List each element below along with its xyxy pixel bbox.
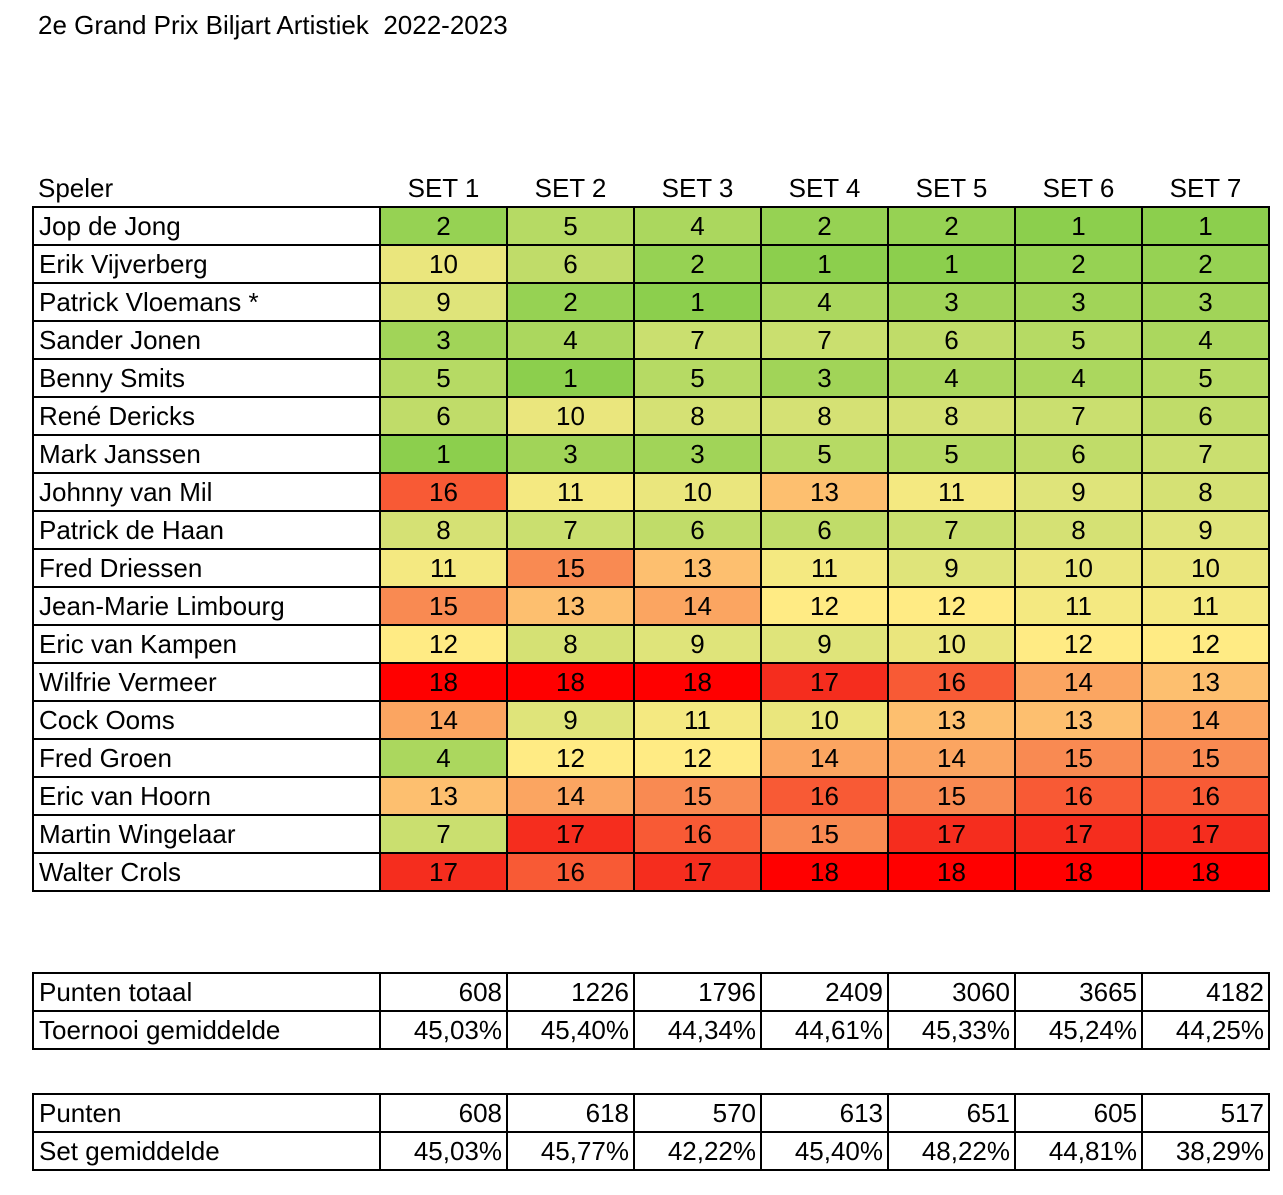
rank-cell-set-1: 2 (380, 207, 507, 245)
rank-cell-set-2: 15 (507, 549, 634, 587)
set-header-4: SET 4 (788, 173, 861, 203)
rank-cell-set-6: 9 (1015, 473, 1142, 511)
rank-cell-set-3: 13 (634, 549, 761, 587)
rank-cell-set-5: 9 (888, 549, 1015, 587)
per-set-row (33, 1132, 1269, 1170)
rank-cell-set-7: 11 (1142, 587, 1269, 625)
rank-cell-set-4: 6 (761, 511, 888, 549)
rank-cell-set-1: 15 (380, 587, 507, 625)
rank-cell-set-5: 5 (888, 435, 1015, 473)
player-row (33, 815, 1269, 853)
rank-cell-set-3: 16 (634, 815, 761, 853)
player-row (33, 397, 1269, 435)
value-cell-set-6: 3665 (1015, 973, 1142, 1011)
rank-cell-set-1: 16 (380, 473, 507, 511)
player-name: Wilfrie Vermeer (33, 663, 380, 701)
set-header-6: SET 6 (1042, 173, 1115, 203)
player-name: Fred Groen (33, 739, 380, 777)
rank-cell-set-7: 18 (1142, 853, 1269, 891)
rank-cell-set-7: 6 (1142, 397, 1269, 435)
player-row (33, 739, 1269, 777)
rank-cell-set-5: 10 (888, 625, 1015, 663)
rank-cell-set-3: 11 (634, 701, 761, 739)
rank-cell-set-3: 8 (634, 397, 761, 435)
rank-cell-set-5: 3 (888, 283, 1015, 321)
rank-cell-set-3: 7 (634, 321, 761, 359)
rank-cell-set-6: 11 (1015, 587, 1142, 625)
player-row (33, 321, 1269, 359)
rank-cell-set-6: 1 (1015, 207, 1142, 245)
rank-cell-set-1: 6 (380, 397, 507, 435)
value-cell-set-1: 608 (380, 973, 507, 1011)
rank-cell-set-4: 3 (761, 359, 888, 397)
player-name: Fred Driessen (33, 549, 380, 587)
rank-cell-set-3: 5 (634, 359, 761, 397)
player-name: Benny Smits (33, 359, 380, 397)
rank-cell-set-4: 17 (761, 663, 888, 701)
rank-cell-set-7: 7 (1142, 435, 1269, 473)
rank-cell-set-1: 8 (380, 511, 507, 549)
rank-cell-set-7: 1 (1142, 207, 1269, 245)
value-cell-set-3: 44,34% (634, 1011, 761, 1049)
rank-cell-set-5: 12 (888, 587, 1015, 625)
rank-cell-set-6: 8 (1015, 511, 1142, 549)
player-name: Walter Crols (33, 853, 380, 891)
player-name: Jean-Marie Limbourg (33, 587, 380, 625)
totals-row (33, 1011, 1269, 1049)
rank-cell-set-6: 18 (1015, 853, 1142, 891)
value-cell-set-7: 4182 (1142, 973, 1269, 1011)
value-cell-set-5: 48,22% (888, 1132, 1015, 1170)
value-cell-set-5: 45,33% (888, 1011, 1015, 1049)
player-name: René Dericks (33, 397, 380, 435)
value-cell-set-4: 44,61% (761, 1011, 888, 1049)
rank-cell-set-5: 11 (888, 473, 1015, 511)
value-cell-set-5: 651 (888, 1094, 1015, 1132)
player-row (33, 473, 1269, 511)
rank-cell-set-2: 8 (507, 625, 634, 663)
player-name: Eric van Kampen (33, 625, 380, 663)
rank-cell-set-3: 10 (634, 473, 761, 511)
rank-cell-set-1: 13 (380, 777, 507, 815)
player-name: Martin Wingelaar (33, 815, 380, 853)
value-cell-set-7: 44,25% (1142, 1011, 1269, 1049)
rank-cell-set-6: 10 (1015, 549, 1142, 587)
rank-cell-set-2: 12 (507, 739, 634, 777)
value-cell-set-4: 2409 (761, 973, 888, 1011)
player-row (33, 701, 1269, 739)
rank-cell-set-5: 18 (888, 853, 1015, 891)
rank-cell-set-7: 9 (1142, 511, 1269, 549)
set-header-3: SET 3 (661, 173, 734, 203)
value-cell-set-6: 44,81% (1015, 1132, 1142, 1170)
rank-cell-set-4: 8 (761, 397, 888, 435)
rank-cell-set-4: 12 (761, 587, 888, 625)
player-name: Cock Ooms (33, 701, 380, 739)
rank-cell-set-6: 16 (1015, 777, 1142, 815)
rank-cell-set-7: 3 (1142, 283, 1269, 321)
player-name: Jop de Jong (33, 207, 380, 245)
rank-cell-set-2: 14 (507, 777, 634, 815)
rank-cell-set-5: 7 (888, 511, 1015, 549)
rank-cell-set-2: 17 (507, 815, 634, 853)
rank-cell-set-1: 9 (380, 283, 507, 321)
rank-cell-set-4: 18 (761, 853, 888, 891)
row-label: Punten totaal (33, 973, 380, 1011)
rank-cell-set-1: 17 (380, 853, 507, 891)
set-header-5: SET 5 (915, 173, 988, 203)
player-name: Sander Jonen (33, 321, 380, 359)
rank-cell-set-2: 13 (507, 587, 634, 625)
rank-cell-set-4: 9 (761, 625, 888, 663)
player-row (33, 359, 1269, 397)
rank-cell-set-6: 5 (1015, 321, 1142, 359)
rank-cell-set-4: 2 (761, 207, 888, 245)
rank-cell-set-1: 5 (380, 359, 507, 397)
player-row (33, 777, 1269, 815)
rank-cell-set-3: 6 (634, 511, 761, 549)
player-row (33, 435, 1269, 473)
player-row (33, 549, 1269, 587)
rank-cell-set-1: 14 (380, 701, 507, 739)
rank-cell-set-4: 14 (761, 739, 888, 777)
row-label: Toernooi gemiddelde (33, 1011, 380, 1049)
rank-cell-set-5: 15 (888, 777, 1015, 815)
player-row (33, 207, 1269, 245)
rank-cell-set-7: 12 (1142, 625, 1269, 663)
value-cell-set-2: 618 (507, 1094, 634, 1132)
rank-cell-set-4: 13 (761, 473, 888, 511)
rank-cell-set-4: 5 (761, 435, 888, 473)
rank-cell-set-1: 4 (380, 739, 507, 777)
player-row (33, 283, 1269, 321)
value-cell-set-5: 3060 (888, 973, 1015, 1011)
rank-cell-set-6: 2 (1015, 245, 1142, 283)
rank-cell-set-2: 10 (507, 397, 634, 435)
player-row (33, 853, 1269, 891)
rank-cell-set-2: 3 (507, 435, 634, 473)
value-cell-set-1: 45,03% (380, 1132, 507, 1170)
player-row (33, 663, 1269, 701)
rank-cell-set-7: 17 (1142, 815, 1269, 853)
value-cell-set-7: 517 (1142, 1094, 1269, 1132)
rank-cell-set-4: 11 (761, 549, 888, 587)
rank-cell-set-3: 4 (634, 207, 761, 245)
rank-cell-set-3: 1 (634, 283, 761, 321)
row-label: Set gemiddelde (33, 1132, 380, 1170)
player-name: Johnny van Mil (33, 473, 380, 511)
rank-cell-set-7: 5 (1142, 359, 1269, 397)
rank-cell-set-3: 3 (634, 435, 761, 473)
rank-cell-set-2: 5 (507, 207, 634, 245)
rank-cell-set-3: 14 (634, 587, 761, 625)
rank-cell-set-7: 8 (1142, 473, 1269, 511)
rank-cell-set-3: 18 (634, 663, 761, 701)
totals-row (33, 973, 1269, 1011)
set-header-1: SET 1 (407, 173, 480, 203)
rank-cell-set-5: 17 (888, 815, 1015, 853)
value-cell-set-7: 38,29% (1142, 1132, 1269, 1170)
rank-cell-set-3: 9 (634, 625, 761, 663)
player-name: Patrick Vloemans * (33, 283, 380, 321)
value-cell-set-2: 45,40% (507, 1011, 634, 1049)
rank-cell-set-2: 7 (507, 511, 634, 549)
player-name: Patrick de Haan (33, 511, 380, 549)
row-label: Punten (33, 1094, 380, 1132)
rank-cell-set-3: 2 (634, 245, 761, 283)
rank-cell-set-3: 15 (634, 777, 761, 815)
rank-cell-set-3: 12 (634, 739, 761, 777)
rank-cell-set-5: 16 (888, 663, 1015, 701)
rank-cell-set-5: 8 (888, 397, 1015, 435)
player-row (33, 625, 1269, 663)
per-set-row (33, 1094, 1269, 1132)
rank-cell-set-6: 7 (1015, 397, 1142, 435)
rank-cell-set-7: 2 (1142, 245, 1269, 283)
rank-cell-set-1: 18 (380, 663, 507, 701)
rank-cell-set-4: 4 (761, 283, 888, 321)
value-cell-set-3: 42,22% (634, 1132, 761, 1170)
value-cell-set-2: 1226 (507, 973, 634, 1011)
value-cell-set-3: 570 (634, 1094, 761, 1132)
player-name: Erik Vijverberg (33, 245, 380, 283)
rank-cell-set-5: 14 (888, 739, 1015, 777)
player-row (33, 511, 1269, 549)
rank-cell-set-6: 3 (1015, 283, 1142, 321)
totals-table (32, 972, 1270, 1050)
value-cell-set-3: 1796 (634, 973, 761, 1011)
rank-cell-set-5: 6 (888, 321, 1015, 359)
rank-cell-set-1: 11 (380, 549, 507, 587)
rank-cell-set-5: 1 (888, 245, 1015, 283)
rank-cell-set-2: 11 (507, 473, 634, 511)
rank-cell-set-7: 16 (1142, 777, 1269, 815)
value-cell-set-1: 608 (380, 1094, 507, 1132)
rank-cell-set-7: 14 (1142, 701, 1269, 739)
rank-cell-set-6: 14 (1015, 663, 1142, 701)
speler-header: Speler (38, 173, 114, 203)
rank-cell-set-2: 9 (507, 701, 634, 739)
player-row (33, 245, 1269, 283)
rank-cell-set-2: 4 (507, 321, 634, 359)
rank-cell-set-6: 6 (1015, 435, 1142, 473)
player-row (33, 587, 1269, 625)
value-cell-set-6: 45,24% (1015, 1011, 1142, 1049)
rank-cell-set-6: 4 (1015, 359, 1142, 397)
rank-cell-set-1: 10 (380, 245, 507, 283)
rank-cell-set-5: 13 (888, 701, 1015, 739)
rank-cell-set-1: 7 (380, 815, 507, 853)
rank-cell-set-2: 16 (507, 853, 634, 891)
rank-cell-set-7: 13 (1142, 663, 1269, 701)
rank-cell-set-4: 7 (761, 321, 888, 359)
rank-cell-set-1: 1 (380, 435, 507, 473)
value-cell-set-4: 45,40% (761, 1132, 888, 1170)
rank-cell-set-7: 10 (1142, 549, 1269, 587)
value-cell-set-2: 45,77% (507, 1132, 634, 1170)
rank-cell-set-6: 12 (1015, 625, 1142, 663)
rank-cell-set-7: 15 (1142, 739, 1269, 777)
rank-cell-set-2: 1 (507, 359, 634, 397)
value-cell-set-1: 45,03% (380, 1011, 507, 1049)
set-header-2: SET 2 (534, 173, 607, 203)
rank-cell-set-6: 13 (1015, 701, 1142, 739)
per-set-table (32, 1093, 1270, 1171)
value-cell-set-6: 605 (1015, 1094, 1142, 1132)
player-name: Eric van Hoorn (33, 777, 380, 815)
set-header-7: SET 7 (1169, 173, 1242, 203)
rank-cell-set-4: 10 (761, 701, 888, 739)
rank-cell-set-6: 15 (1015, 739, 1142, 777)
rank-cell-set-1: 12 (380, 625, 507, 663)
rank-cell-set-2: 6 (507, 245, 634, 283)
value-cell-set-4: 613 (761, 1094, 888, 1132)
player-name: Mark Janssen (33, 435, 380, 473)
ranking-table (32, 206, 1270, 892)
rank-cell-set-5: 4 (888, 359, 1015, 397)
page-title: 2e Grand Prix Biljart Artistiek 2022-2023 (38, 10, 508, 40)
rank-cell-set-4: 15 (761, 815, 888, 853)
rank-cell-set-3: 17 (634, 853, 761, 891)
rank-cell-set-2: 2 (507, 283, 634, 321)
rank-cell-set-4: 1 (761, 245, 888, 283)
rank-cell-set-2: 18 (507, 663, 634, 701)
rank-cell-set-7: 4 (1142, 321, 1269, 359)
rank-cell-set-5: 2 (888, 207, 1015, 245)
rank-cell-set-6: 17 (1015, 815, 1142, 853)
rank-cell-set-1: 3 (380, 321, 507, 359)
rank-cell-set-4: 16 (761, 777, 888, 815)
